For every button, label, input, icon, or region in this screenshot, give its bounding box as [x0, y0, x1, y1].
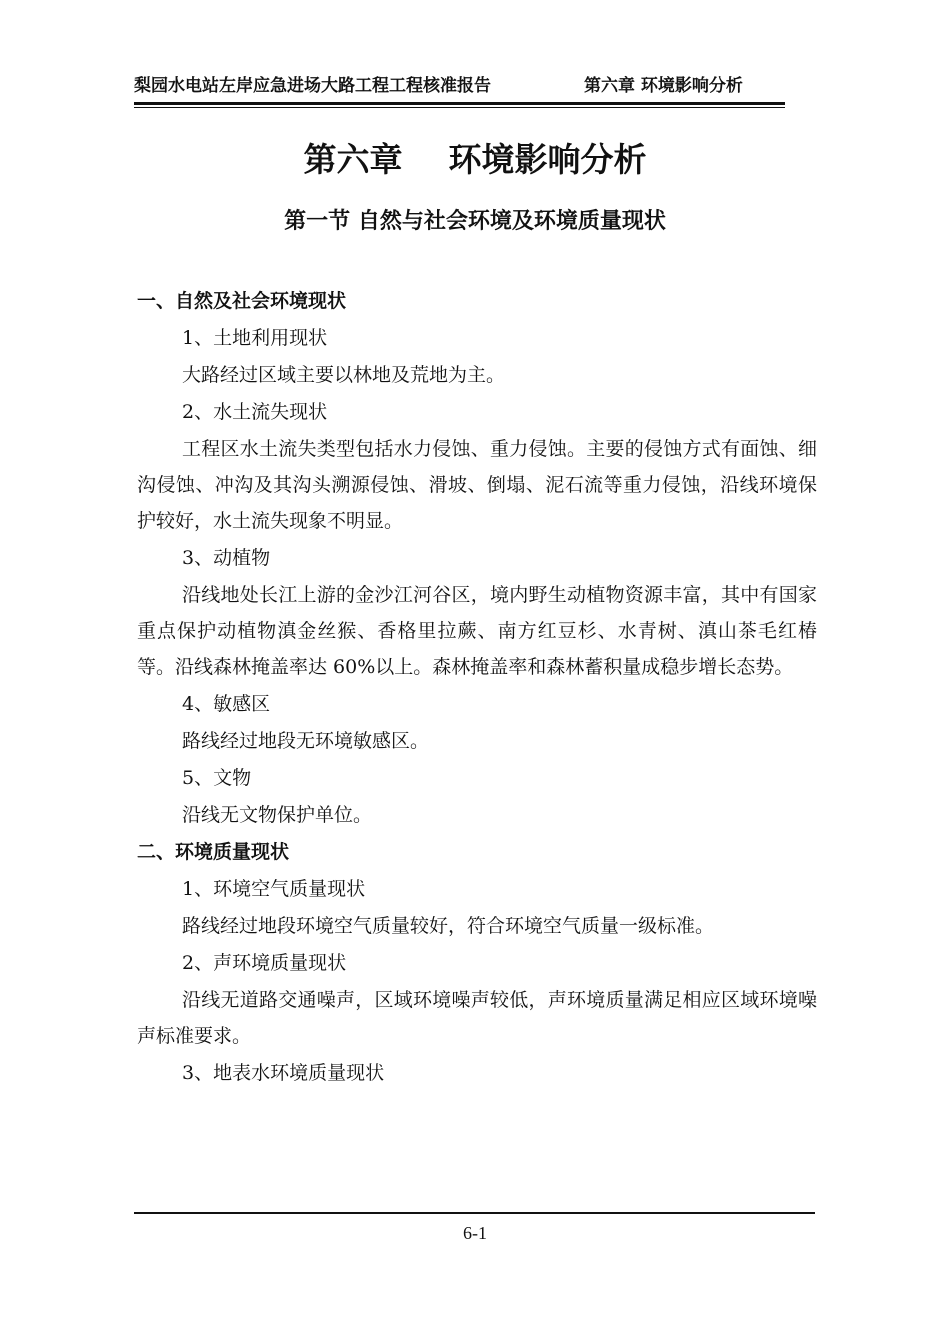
- paragraph: 沿线地处长江上游的金沙江河谷区，境内野生动植物资源丰富，其中有国家重点保护动植物滇金丝猴、香格里拉蕨、南方红豆杉、水青树、滇山茶毛红椿等。沿线森林掩盖率达 60%以上。森林掩盖率和森林蓄积量成稳步增长态势。: [137, 584, 817, 678]
- header-chapter: 第六章 环境影响分析: [584, 76, 743, 96]
- subsection-heading: 2、水土流失现状: [182, 401, 328, 423]
- paragraph: 沿线无道路交通噪声，区域环境噪声较低，声环境质量满足相应区域环境噪声标准要求。: [137, 989, 817, 1047]
- header-report-title: 梨园水电站左岸应急进场大路工程工程核准报告: [134, 76, 491, 96]
- subsection-heading: 3、地表水环境质量现状: [182, 1062, 385, 1084]
- paragraph: 工程区水土流失类型包括水力侵蚀、重力侵蚀。主要的侵蚀方式有面蚀、细沟侵蚀、冲沟及其沟头溯源侵蚀、滑坡、倒塌、泥石流等重力侵蚀，沿线环境保护较好，水土流失现象不明显。: [137, 438, 817, 532]
- subsection-heading: 5、文物: [182, 767, 252, 789]
- header-rule-thick: [134, 102, 785, 105]
- subsection-heading: 3、动植物: [182, 547, 271, 569]
- section-title: 第一节 自然与社会环境及环境质量现状: [284, 209, 666, 234]
- header-rule-thin: [134, 107, 785, 108]
- paragraph: 大路经过区域主要以林地及荒地为主。: [182, 364, 506, 386]
- footer-rule: [134, 1212, 815, 1214]
- paragraph: 路线经过地段环境空气质量较好，符合环境空气质量一级标准。: [182, 915, 715, 937]
- section-heading: 二、环境质量现状: [137, 841, 290, 863]
- section-heading: 一、自然及社会环境现状: [137, 290, 347, 312]
- chapter-title: 第六章 环境影响分析: [303, 140, 647, 179]
- subsection-heading: 2、声环境质量现状: [182, 952, 347, 974]
- paragraph: 路线经过地段无环境敏感区。: [182, 730, 430, 752]
- subsection-heading: 1、土地利用现状: [182, 327, 328, 349]
- subsection-heading: 1、环境空气质量现状: [182, 878, 366, 900]
- document-body: [137, 283, 817, 1092]
- page-number: 6-1: [463, 1223, 487, 1243]
- subsection-heading: 4、敏感区: [182, 693, 271, 715]
- paragraph: 沿线无文物保护单位。: [182, 804, 373, 826]
